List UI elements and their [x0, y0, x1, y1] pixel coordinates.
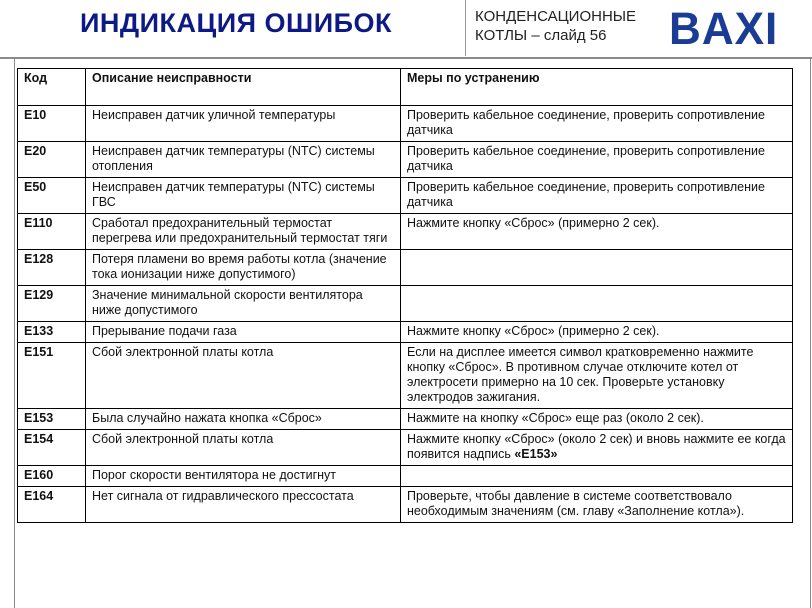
error-remedy	[401, 286, 793, 322]
table-row	[18, 343, 793, 409]
error-description: Нет сигнала от гидравлического прессостата	[86, 487, 401, 523]
error-description: Сбой электронной платы котла	[86, 430, 401, 466]
baxi-logo: BAXI	[669, 3, 779, 54]
table-row	[18, 409, 793, 430]
error-description: Была случайно нажата кнопка «Сброс»	[86, 409, 401, 430]
table-row	[18, 142, 793, 178]
error-remedy: Проверьте, чтобы давление в системе соответствовало необходимым значениям (см. главу «Заполнение котла»).	[401, 487, 793, 523]
header-rule	[0, 57, 812, 59]
error-code: E164	[18, 487, 86, 523]
table-row	[18, 487, 793, 523]
error-code: E153	[18, 409, 86, 430]
error-remedy: Проверить кабельное соединение, проверить сопротивление датчика	[401, 142, 793, 178]
error-code: E10	[18, 106, 86, 142]
error-remedy: Нажмите кнопку «Сброс» (примерно 2 сек).	[401, 214, 793, 250]
error-codes-table	[17, 68, 793, 523]
column-header-code: Код	[18, 69, 86, 106]
subtitle-line-1: КОНДЕНСАЦИОННЫЕ	[475, 8, 637, 25]
error-code: E129	[18, 286, 86, 322]
table-row	[18, 466, 793, 487]
error-code: E151	[18, 343, 86, 409]
table-row	[18, 286, 793, 322]
right-border-rule	[810, 57, 811, 608]
table-row	[18, 214, 793, 250]
error-code: E133	[18, 322, 86, 343]
error-description: Сработал предохранительный термостат перегрева или предохранительный термостат тяги	[86, 214, 401, 250]
remedy-code-highlight: «E153»	[514, 447, 558, 461]
error-remedy: Если на дисплее имеется символ кратковременно нажмите кнопку «Сброс». В противном случае отключите котел от электросети примерно на 10 сек. Проверьте установку электродов зажигания.	[401, 343, 793, 409]
error-description: Прерывание подачи газа	[86, 322, 401, 343]
error-code: E128	[18, 250, 86, 286]
error-code: E154	[18, 430, 86, 466]
table-header-row	[18, 69, 793, 106]
error-code: E110	[18, 214, 86, 250]
error-code: E50	[18, 178, 86, 214]
error-code: E160	[18, 466, 86, 487]
error-remedy	[401, 430, 793, 466]
error-description: Значение минимальной скорости вентилятора ниже допустимого	[86, 286, 401, 322]
error-description: Неисправен датчик температуры (NTC) системы ГВС	[86, 178, 401, 214]
error-description: Сбой электронной платы котла	[86, 343, 401, 409]
left-border-rule	[14, 57, 15, 608]
error-remedy	[401, 466, 793, 487]
table-row	[18, 322, 793, 343]
error-remedy: Нажмите на кнопку «Сброс» еще раз (около 2 сек).	[401, 409, 793, 430]
error-description: Неисправен датчик температуры (NTC) системы отопления	[86, 142, 401, 178]
slide-subtitle	[475, 7, 636, 45]
error-code: E20	[18, 142, 86, 178]
table-row	[18, 106, 793, 142]
column-header-description: Описание неисправности	[86, 69, 401, 106]
table-row	[18, 178, 793, 214]
error-remedy: Проверить кабельное соединение, проверить сопротивление датчика	[401, 178, 793, 214]
error-remedy	[401, 250, 793, 286]
error-description: Порог скорости вентилятора не достигнут	[86, 466, 401, 487]
remedy-text: Нажмите кнопку «Сброс» (около 2 сек) и вновь нажмите ее когда появится надпись	[407, 432, 786, 461]
table-row	[18, 250, 793, 286]
error-remedy: Проверить кабельное соединение, проверить сопротивление датчика	[401, 106, 793, 142]
subtitle-line-2: КОТЛЫ – слайд 56	[475, 27, 607, 44]
page-title: ИНДИКАЦИЯ ОШИБОК	[80, 8, 392, 38]
error-remedy: Нажмите кнопку «Сброс» (примерно 2 сек).	[401, 322, 793, 343]
header-divider	[465, 0, 466, 56]
error-description: Неисправен датчик уличной температуры	[86, 106, 401, 142]
slide-header	[0, 0, 812, 60]
error-description: Потеря пламени во время работы котла (значение тока ионизации ниже допустимого)	[86, 250, 401, 286]
table-row	[18, 430, 793, 466]
column-header-remedy: Меры по устранению	[401, 69, 793, 106]
